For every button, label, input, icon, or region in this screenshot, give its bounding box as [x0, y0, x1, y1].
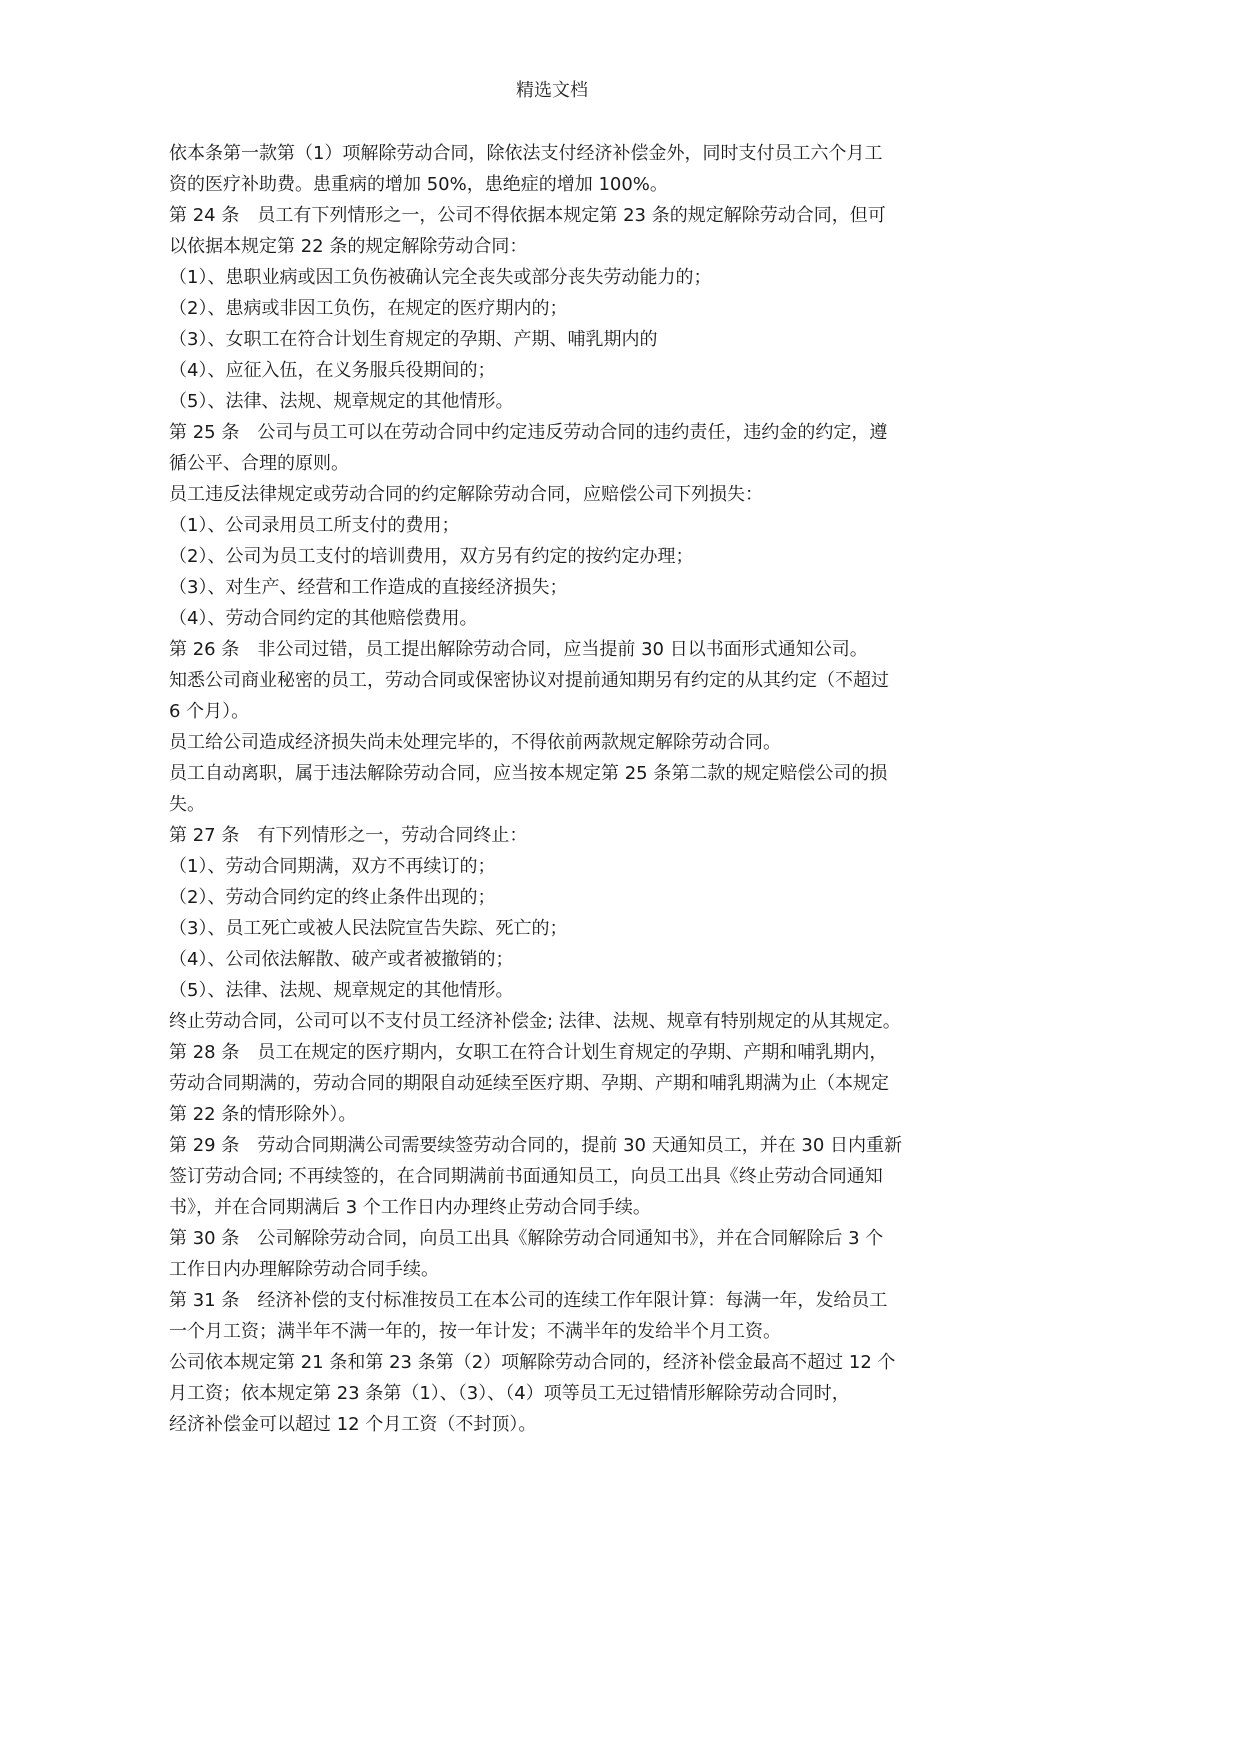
text-line: （1）、公司录用员工所支付的费用； — [169, 515, 460, 536]
text-line: （5）、法律、法规、规章规定的其他情形。 — [169, 980, 514, 1001]
text-line: 第 28 条 员工在规定的医疗期内，女职工在符合计划生育规定的孕期、产期和哺乳期内， — [169, 1042, 888, 1063]
text-line: （3）、女职工在符合计划生育规定的孕期、产期、哺乳期内的 — [169, 329, 658, 350]
text-line: 依本条第一款第（1）项解除劳动合同，除依法支付经济补偿金外，同时支付员工六个月工 — [169, 143, 883, 164]
text-line: 第 24 条 员工有下列情形之一，公司不得依据本规定第 23 条的规定解除劳动合同，但可 — [169, 205, 886, 226]
text-line: 失。 — [169, 794, 205, 815]
text-line: 第 29 条 劳动合同期满公司需要续签劳动合同的，提前 30 天通知员工，并在 30 日内重新 — [169, 1135, 903, 1156]
document-body — [169, 138, 959, 1440]
text-line: （5）、法律、法规、规章规定的其他情形。 — [169, 391, 514, 412]
text-line: 第 26 条 非公司过错，员工提出解除劳动合同，应当提前 30 日以书面形式通知公司。 — [169, 639, 868, 660]
text-line: 员工违反法律规定或劳动合同的约定解除劳动合同，应赔偿公司下列损失： — [169, 484, 763, 505]
text-line: 第 30 条 公司解除劳动合同，向员工出具《解除劳动合同通知书》，并在合同解除后 3 个 — [169, 1228, 884, 1249]
text-line: 签订劳动合同; 不再续签的，在合同期满前书面通知员工，向员工出具《终止劳动合同通知 — [169, 1166, 883, 1187]
text-line: 第 31 条 经济补偿的支付标准按员工在本公司的连续工作年限计算：每满一年，发给员工 — [169, 1290, 888, 1311]
text-line: 员工自动离职，属于违法解除劳动合同，应当按本规定第 25 条第二款的规定赔偿公司的损 — [169, 763, 888, 784]
text-line: （3）、员工死亡或被人民法院宣告失踪、死亡的； — [169, 918, 568, 939]
text-line: 劳动合同期满的，劳动合同的期限自动延续至医疗期、孕期、产期和哺乳期满为止（本规定 — [169, 1073, 889, 1094]
text-line: 循公平、合理的原则。 — [169, 453, 349, 474]
text-line: 工作日内办理解除劳动合同手续。 — [169, 1259, 439, 1280]
text-line: （4）、劳动合同约定的其他赔偿费用。 — [169, 608, 478, 629]
text-line: 月工资；依本规定第 23 条第（1）、（3）、（4）项等员工无过错情形解除劳动合同时， — [169, 1383, 850, 1404]
text-line: 以依据本规定第 22 条的规定解除劳动合同： — [169, 236, 528, 257]
text-line: （2）、公司为员工支付的培训费用，双方另有约定的按约定办理； — [169, 546, 694, 567]
text-line: （1）、患职业病或因工负伤被确认完全丧失或部分丧失劳动能力的； — [169, 267, 712, 288]
text-line: 公司依本规定第 21 条和第 23 条第（2）项解除劳动合同的，经济补偿金最高不超过 12 个 — [169, 1352, 896, 1373]
text-line: （1）、劳动合同期满，双方不再续订的； — [169, 856, 496, 877]
text-line: 第 27 条 有下列情形之一，劳动合同终止： — [169, 825, 528, 846]
text-line: 员工给公司造成经济损失尚未处理完毕的，不得依前两款规定解除劳动合同。 — [169, 732, 781, 753]
text-line: （4）、应征入伍，在义务服兵役期间的； — [169, 360, 496, 381]
text-line: （2）、劳动合同约定的终止条件出现的； — [169, 887, 496, 908]
page-header-title: 精选文档 — [516, 80, 588, 101]
text-line: 书》，并在合同期满后 3 个工作日内办理终止劳动合同手续。 — [169, 1197, 651, 1218]
text-line: 知悉公司商业秘密的员工，劳动合同或保密协议对提前通知期另有约定的从其约定（不超过 — [169, 670, 889, 691]
text-line: （2）、患病或非因工负伤，在规定的医疗期内的； — [169, 298, 568, 319]
text-line: 资的医疗补助费。患重病的增加 50%，患绝症的增加 100%。 — [169, 174, 668, 195]
text-line: 第 25 条 公司与员工可以在劳动合同中约定违反劳动合同的违约责任，违约金的约定，遵 — [169, 422, 888, 443]
text-line: 经济补偿金可以超过 12 个月工资（不封顶）。 — [169, 1414, 537, 1435]
text-line: 一个月工资；满半年不满一年的，按一年计发；不满半年的发给半个月工资。 — [169, 1321, 781, 1342]
text-line: （4）、公司依法解散、破产或者被撤销的； — [169, 949, 514, 970]
text-line: 6 个月）。 — [169, 701, 250, 722]
text-line: 终止劳动合同，公司可以不支付员工经济补偿金; 法律、法规、规章有特别规定的从其规定。 — [169, 1011, 901, 1032]
text-line: 第 22 条的情形除外）。 — [169, 1104, 357, 1125]
text-line: （3）、对生产、经营和工作造成的直接经济损失； — [169, 577, 568, 598]
